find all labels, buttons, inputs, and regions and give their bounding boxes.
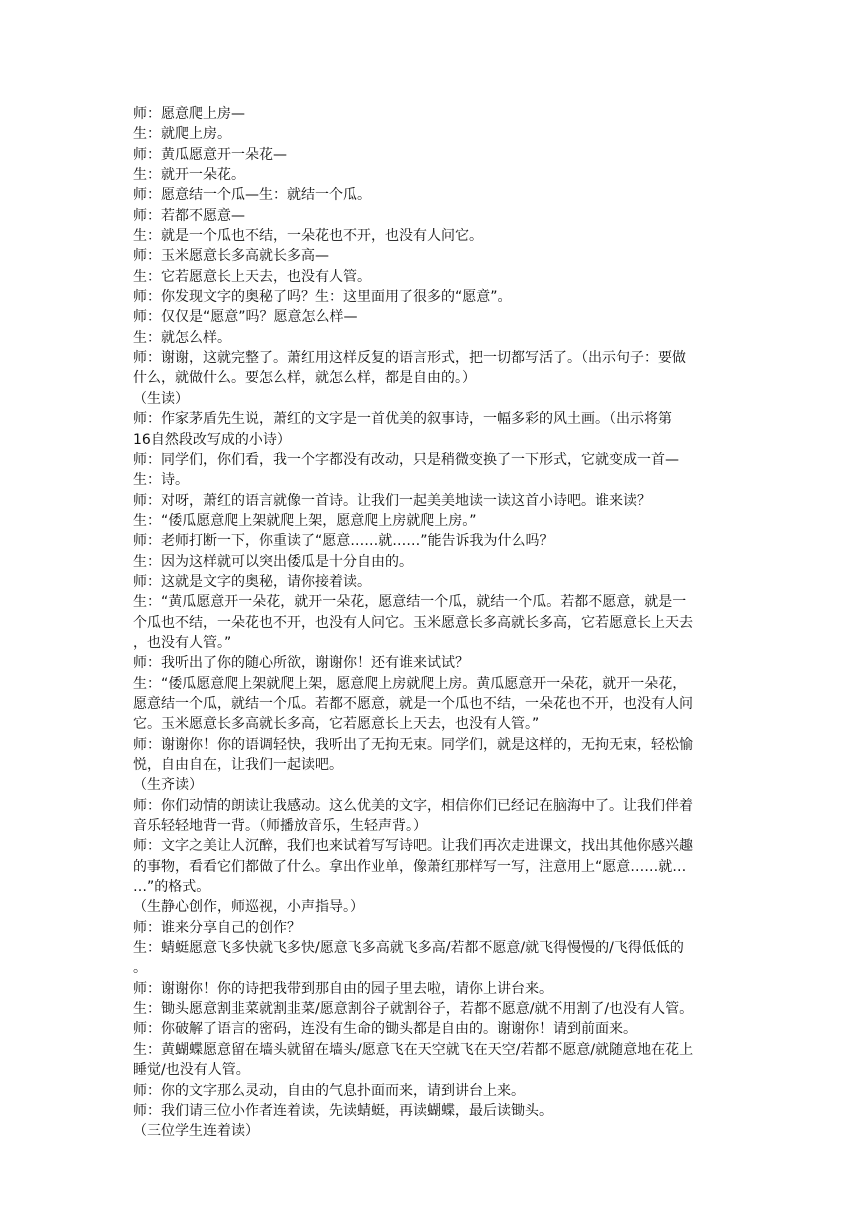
text-line: 师：你的文字那么灵动，自由的气息扑面而来，请到讲台上来。: [133, 1082, 525, 1099]
text-line: （生齐读）: [133, 777, 203, 794]
text-line: 什么，就做什么。要怎么样，就怎么样，都是自由的。）: [133, 370, 476, 387]
text-line: （三位学生连着读）: [133, 1123, 259, 1140]
text-line: 师：你破解了语言的密码，连没有生命的锄头都是自由的。谢谢你！请到前面来。: [133, 1021, 637, 1038]
text-line: 生：诗。: [133, 472, 189, 489]
text-line: 师：谁来分享自己的创作？: [133, 919, 301, 936]
text-line: 师：谢谢你！你的诗把我带到那自由的园子里去啦，请你上讲台来。: [133, 980, 553, 997]
document-body: [133, 104, 733, 1142]
text-line: 16自然段改写成的小诗）: [133, 431, 291, 448]
text-line: 睡觉/也没有人管。: [133, 1062, 250, 1079]
text-line: 师：这就是文字的奥秘，请你接着读。: [133, 573, 371, 590]
text-line: 师：文字之美让人沉醉，我们也来试着写写诗吧。让我们再次走进课文，找出其他你感兴趣: [133, 838, 693, 855]
text-line: 师：作家茅盾先生说，萧红的文字是一首优美的叙事诗，一幅多彩的风土画。（出示将第: [133, 411, 672, 428]
text-line: 师：你发现文字的奥秘了吗？生：这里面用了很多的“愿意”。: [133, 289, 512, 306]
text-line: …”的格式。: [133, 879, 211, 896]
text-line: （生读）: [133, 390, 189, 407]
text-line: 师：我听出了你的随心所欲，谢谢你！还有谁来试试？: [133, 655, 469, 672]
text-line: 师：仅仅是“愿意”吗？愿意怎么样—: [133, 309, 358, 326]
text-line: 生：因为这样就可以突出倭瓜是十分自由的。: [133, 553, 413, 570]
text-line: 师：我们请三位小作者连着读，先读蜻蜓，再读蝴蝶，最后读锄头。: [133, 1102, 553, 1119]
text-line: 师：玉米愿意长多高就长多高—: [133, 248, 329, 265]
text-line: 。: [133, 960, 147, 977]
text-line: 师：愿意结一个瓜—生：就结一个瓜。: [133, 187, 371, 204]
text-line: 它。玉米愿意长多高就长多高，它若愿意长上天去，也没有人管。”: [133, 716, 540, 733]
text-line: 师：你们动情的朗读让我感动。这么优美的文字，相信你们已经记在脑海中了。让我们伴着: [133, 797, 693, 814]
text-line: 个瓜也不结，一朵花也不开，也没有人问它。玉米愿意长多高就长多高，它若愿意长上天去: [133, 614, 693, 631]
text-line: 愿意结一个瓜，就结一个瓜。若都不愿意，就是一个瓜也不结，一朵花也不开，也没有人问: [133, 695, 693, 712]
text-line: 生：“黄瓜愿意开一朵花，就开一朵花，愿意结一个瓜，就结一个瓜。若都不愿意，就是一: [133, 594, 687, 611]
text-line: 师：愿意爬上房—: [133, 106, 245, 122]
text-line: 师：谢谢你！你的语调轻快，我听出了无拘无束。同学们，就是这样的，无拘无束，轻松愉: [133, 736, 693, 753]
text-line: 的事物，看看它们都做了什么。拿出作业单，像萧红那样写一写，注意用上“愿意……就…: [133, 858, 687, 875]
text-line: 生：黄蝴蝶愿意留在墙头就留在墙头/愿意飞在天空就飞在天空/若都不愿意/就随意地在花上: [133, 1041, 694, 1058]
text-line: 师：黄瓜愿意开一朵花—: [133, 146, 287, 163]
text-line: 生：“倭瓜愿意爬上架就爬上架，愿意爬上房就爬上房。”: [133, 512, 477, 529]
text-line: （生静心创作，师巡视，小声指导。）: [133, 899, 364, 916]
text-line: 音乐轻轻地背一背。（师播放音乐，生轻声背。）: [133, 818, 427, 835]
text-line: 生：就怎么样。: [133, 329, 231, 346]
text-line: 师：同学们，你们看，我一个字都没有改动，只是稍微变换了一下形式，它就变成一首—: [133, 451, 679, 468]
text-line: 生：就开一朵花。: [133, 167, 245, 184]
text-line: ，也没有人管。”: [133, 634, 232, 651]
text-line: 生：锄头愿意割韭菜就割韭菜/愿意割谷子就割谷子，若都不愿意/就不用割了/也没有人管。: [133, 1001, 694, 1018]
text-line: 生：蜻蜓愿意飞多快就飞多快/愿意飞多高就飞多高/若都不愿意/就飞得慢慢的/飞得低低的: [133, 940, 684, 957]
text-line: 师：谢谢，这就完整了。萧红用这样反复的语言形式，把一切都写活了。（出示句子：要做: [133, 350, 686, 367]
text-line: 师：若都不愿意—: [133, 207, 245, 224]
text-line: 生：就是一个瓜也不结，一朵花也不开，也没有人问它。: [133, 228, 483, 245]
text-line: 悦，自由自在，让我们一起读吧。: [133, 757, 343, 773]
text-line: 师：对呀，萧红的语言就像一首诗。让我们一起美美地读一读这首小诗吧。谁来读？: [133, 492, 651, 509]
text-line: 生：就爬上房。: [133, 126, 231, 143]
text-line: 生：它若愿意长上天去，也没有人管。: [133, 268, 371, 285]
text-line: 生：“倭瓜愿意爬上架就爬上架，愿意爬上房就爬上房。黄瓜愿意开一朵花，就开一朵花，: [133, 675, 687, 692]
text-line: 师：老师打断一下，你重读了“愿意……就……”能告诉我为什么吗？: [133, 533, 554, 550]
